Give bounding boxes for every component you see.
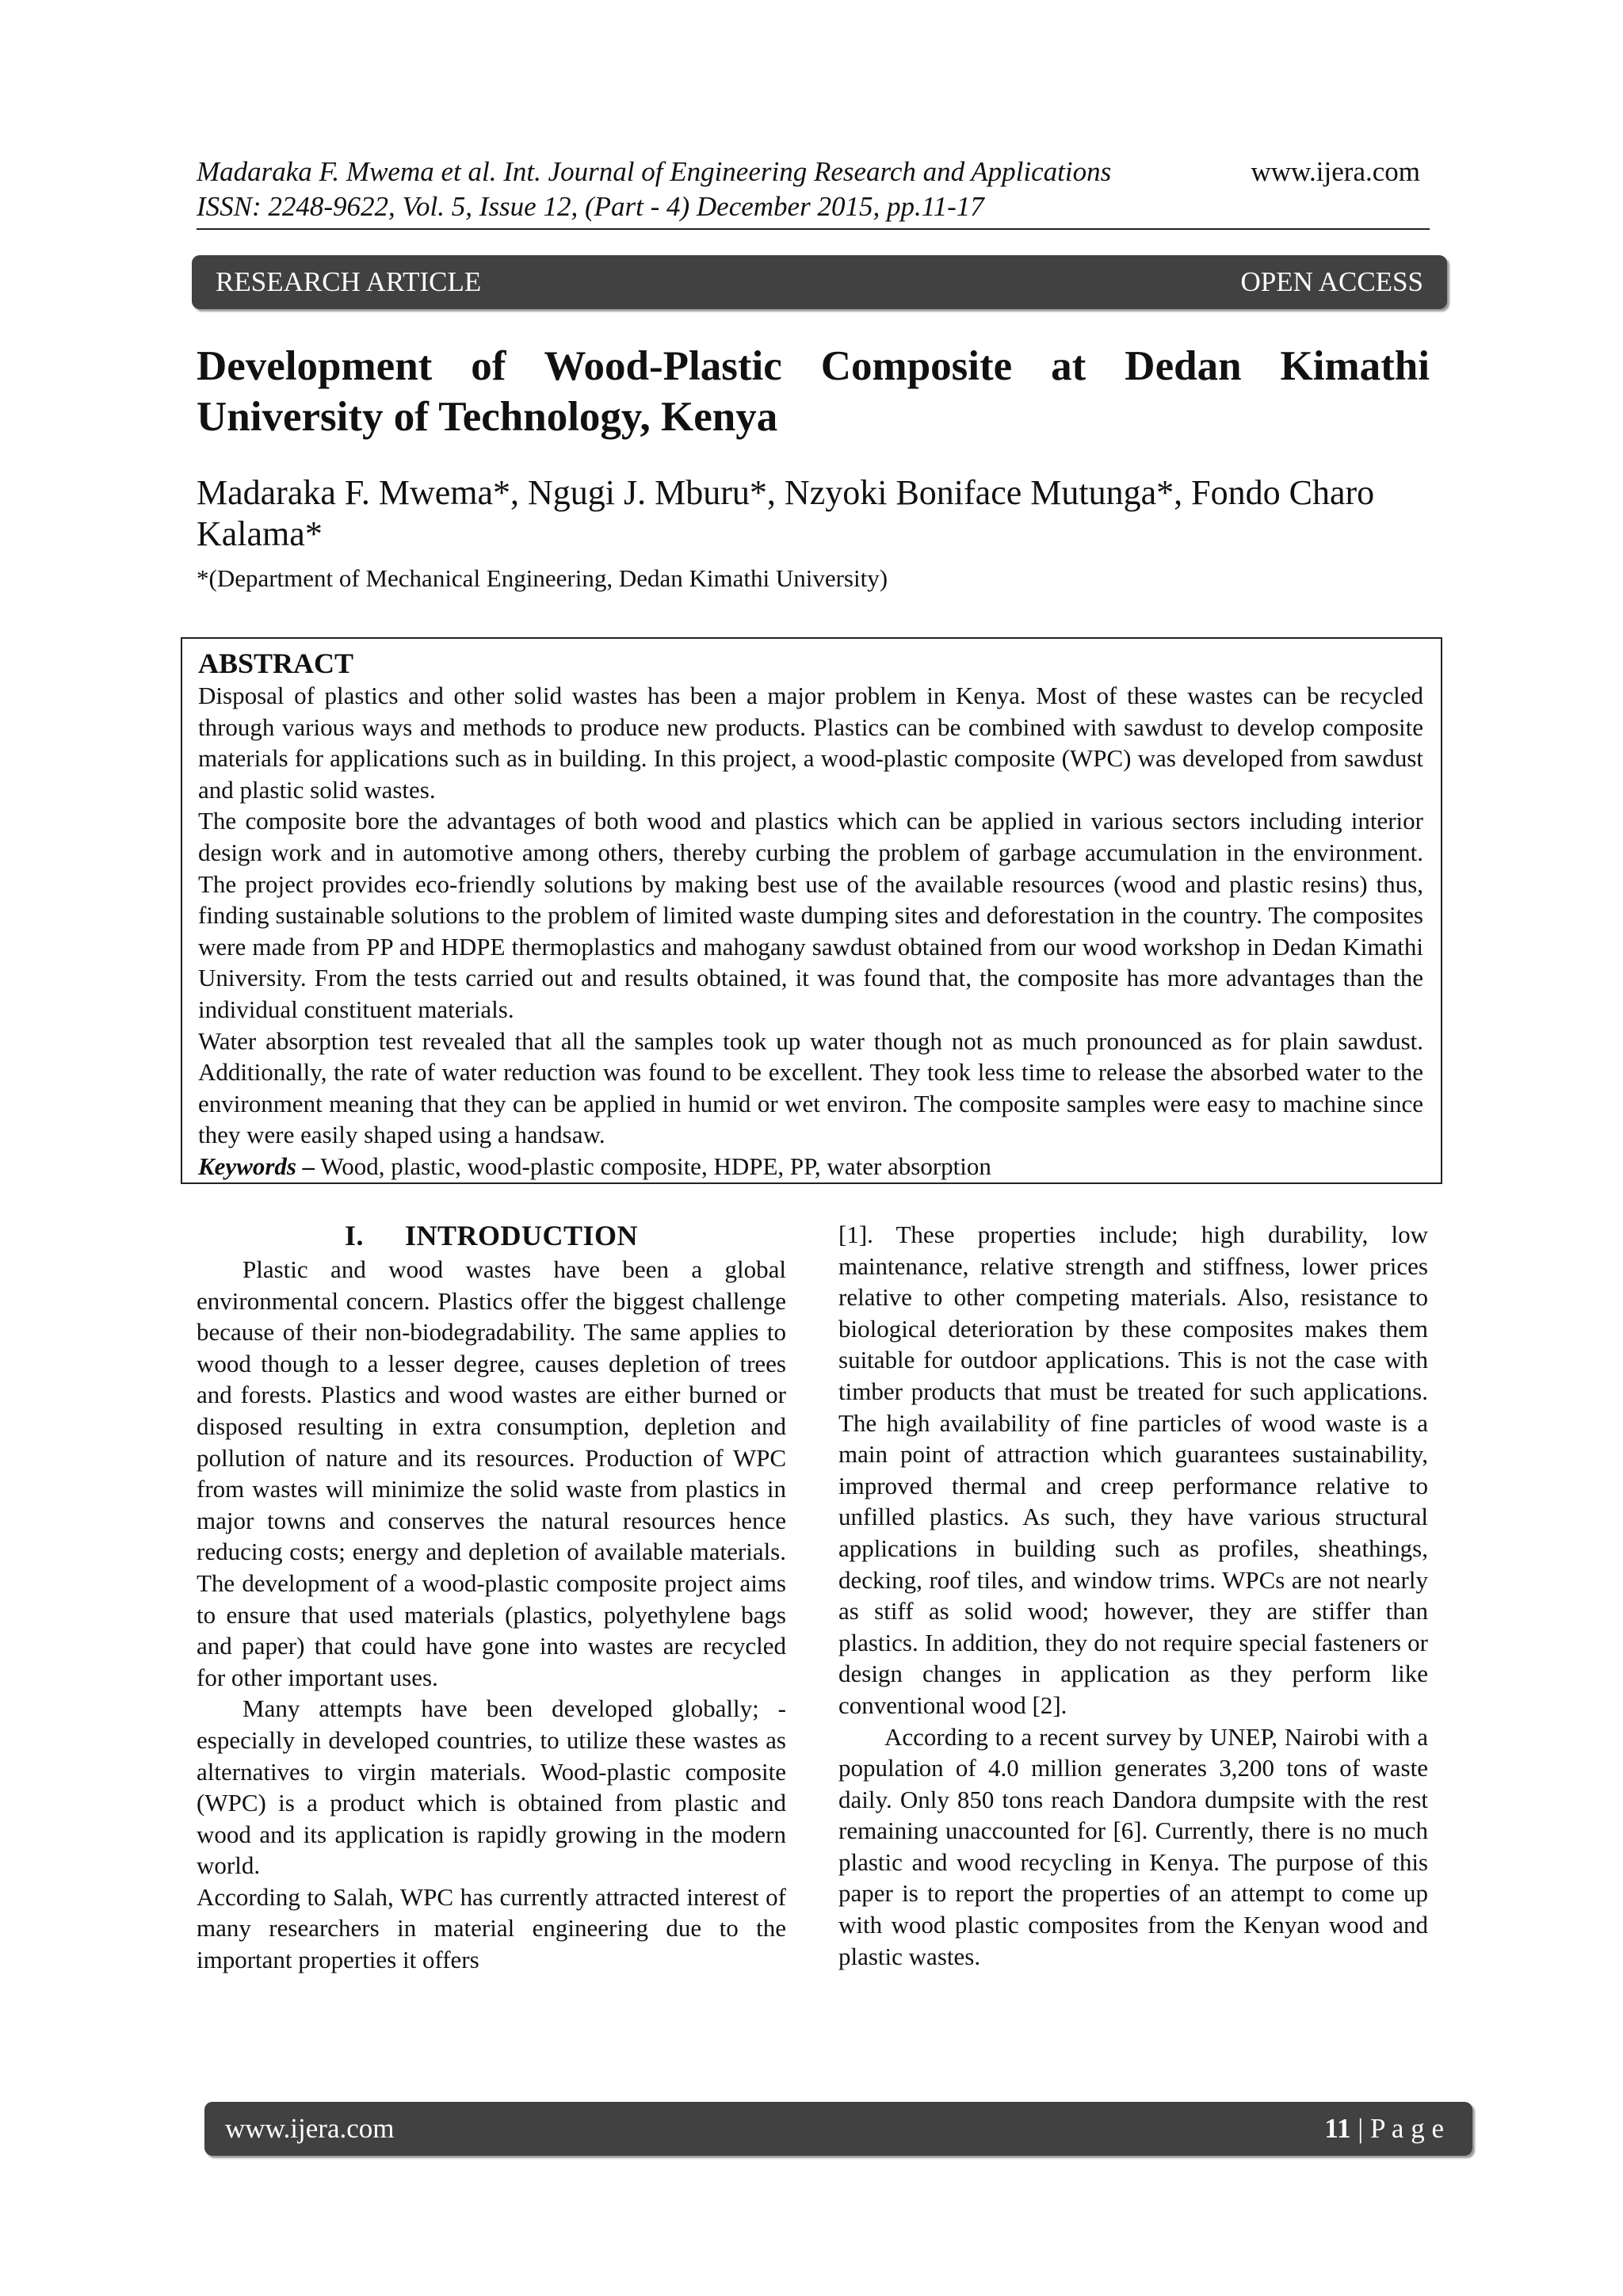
body-paragraph: According to a recent survey by UNEP, Nairobi with a population of 4.0 million generates 3,200 tons of waste daily. Only 850 tons reach Dandora dumpsite with the rest remaining unaccounted for [6]. Currently, there is no much plastic and wood recycling in Kenya. The purpose of this paper is to report the properties of an attempt to come up with wood plastic composites from the Kenyan wood and plastic wastes. [838, 1722, 1428, 1970]
keywords-label: Keywords – [198, 1152, 315, 1180]
journal-header-url[interactable]: www.ijera.com [1251, 156, 1420, 187]
abstract-box [181, 637, 1442, 1184]
article-type-banner [192, 255, 1447, 309]
keywords-line [198, 1151, 1423, 1182]
page-number: 11 [1324, 2113, 1351, 2144]
paper-title: Development of Wood-Plastic Composite at Dedan Kimathi University of Technology, Kenya [197, 343, 1430, 440]
paper-authors: Madaraka F. Mwema*, Ngugi J. Mburu*, Nzyoki Boniface Mutunga*, Fondo Charo Kalama* [197, 473, 1375, 553]
page-footer-banner [204, 2102, 1472, 2156]
body-paragraph: [1]. These properties include; high durability, low maintenance, relative strength and stiffness, lower prices relative to other competing materials. Also, resistance to biological deterioration by these composites makes them suitable for outdoor applications. This is not the case with timber products that must be treated for such applications. The high availability of fine particles of wood waste is a main point of attraction which guarantees sustainability, improved thermal and creep performance relative to unfilled plastics. As such, they have various structural applications in building such as profiles, sheathings, decking, roof tiles, and window trims. WPCs are not nearly as stiff as solid wood; however, they are stiffer than plastics. In addition, they do not require special fasteners or design changes in application as they perform like conventional wood [2]. [838, 1221, 1428, 1719]
section-heading-introduction [197, 1219, 786, 1252]
body-paragraph: Plastic and wood wastes have been a global environmental concern. Plastics offer the biggest challenge because of their non-biodegradability. The same applies to wood though to a lesser degree, causes depletion of trees and forests. Plastics and wood wastes are either burned or disposed resulting in extra consumption, depletion and pollution of nature and its resources. Production of WPC from wastes will minimize the solid waste from plastics in major towns and conserves the natural resources hence reducing costs; energy and depletion of available materials. The development of a wood-plastic composite project aims to ensure that used materials (plastics, polyethylene bags and paper) that could have gone into wastes are recycled for other important uses. [197, 1255, 786, 1691]
section-number: I. [344, 1220, 364, 1251]
abstract-paragraph: Water absorption test revealed that all the samples took up water though not as much pronounced as for plain sawdust. Additionally, the rate of water reduction was found to be excellent. They took less time to release the absorbed water to the environment meaning that they can be applied in humid or wet environ. The composite samples were easy to machine since they were easily shaped using a handsaw. [198, 1026, 1423, 1149]
body-paragraph: According to Salah, WPC has currently attracted interest of many researchers in material engineering due to the important properties it offers [197, 1882, 786, 1974]
body-column-left [197, 1219, 786, 1976]
author-affiliation: *(Department of Mechanical Engineering, Dedan Kimathi University) [197, 564, 888, 592]
footer-url[interactable]: www.ijera.com [225, 2113, 395, 2144]
abstract-heading: ABSTRACT [198, 648, 354, 679]
header-divider [197, 228, 1430, 230]
journal-header-line1: Madaraka F. Mwema et al. Int. Journal of Engineering Research and Applications [197, 156, 1112, 187]
abstract-paragraph: Disposal of plastics and other solid wastes has been a major problem in Kenya. Most of these wastes can be recycled through various ways and methods to produce new products. Plastics can be combined with sawdust to develop composite materials for applications such as in building. In this project, a wood-plastic composite (WPC) was developed from sawdust and plastic solid wastes. [198, 682, 1423, 804]
body-column-right [838, 1219, 1428, 1972]
open-access-label: OPEN ACCESS [1240, 266, 1423, 297]
abstract-paragraph: The composite bore the advantages of both wood and plastics which can be applied in various sectors including interior design work and in automotive among others, thereby curbing the problem of garbage accumulation in the environment. The project provides eco-friendly solutions by making best use of the available resources (wood and plastic resins) thus, finding sustainable solutions to the problem of limited waste dumping sites and deforestation in the country. The composites were made from PP and HDPE thermoplastics and mahogany sawdust obtained from our wood workshop in Dedan Kimathi University. From the tests carried out and results obtained, it was found that, the composite has more advantages than the individual constituent materials. [198, 807, 1423, 1023]
keywords-list: Wood, plastic, wood-plastic composite, HDPE, PP, water absorption [315, 1152, 991, 1180]
section-title: INTRODUCTION [404, 1220, 639, 1251]
journal-header-line2: ISSN: 2248-9622, Vol. 5, Issue 12, (Part - 4) December 2015, pp.11-17 [197, 191, 984, 222]
page-indicator [1324, 2113, 1444, 2145]
page-label: | P a g e [1350, 2113, 1444, 2144]
article-type-label: RESEARCH ARTICLE [216, 266, 482, 297]
body-paragraph: Many attempts have been developed globally; -especially in developed countries, to utilize these wastes as alternatives to virgin materials. Wood-plastic composite (WPC) is a product which is obtained from plastic and wood and its application is rapidly growing in the modern world. [197, 1694, 786, 1880]
